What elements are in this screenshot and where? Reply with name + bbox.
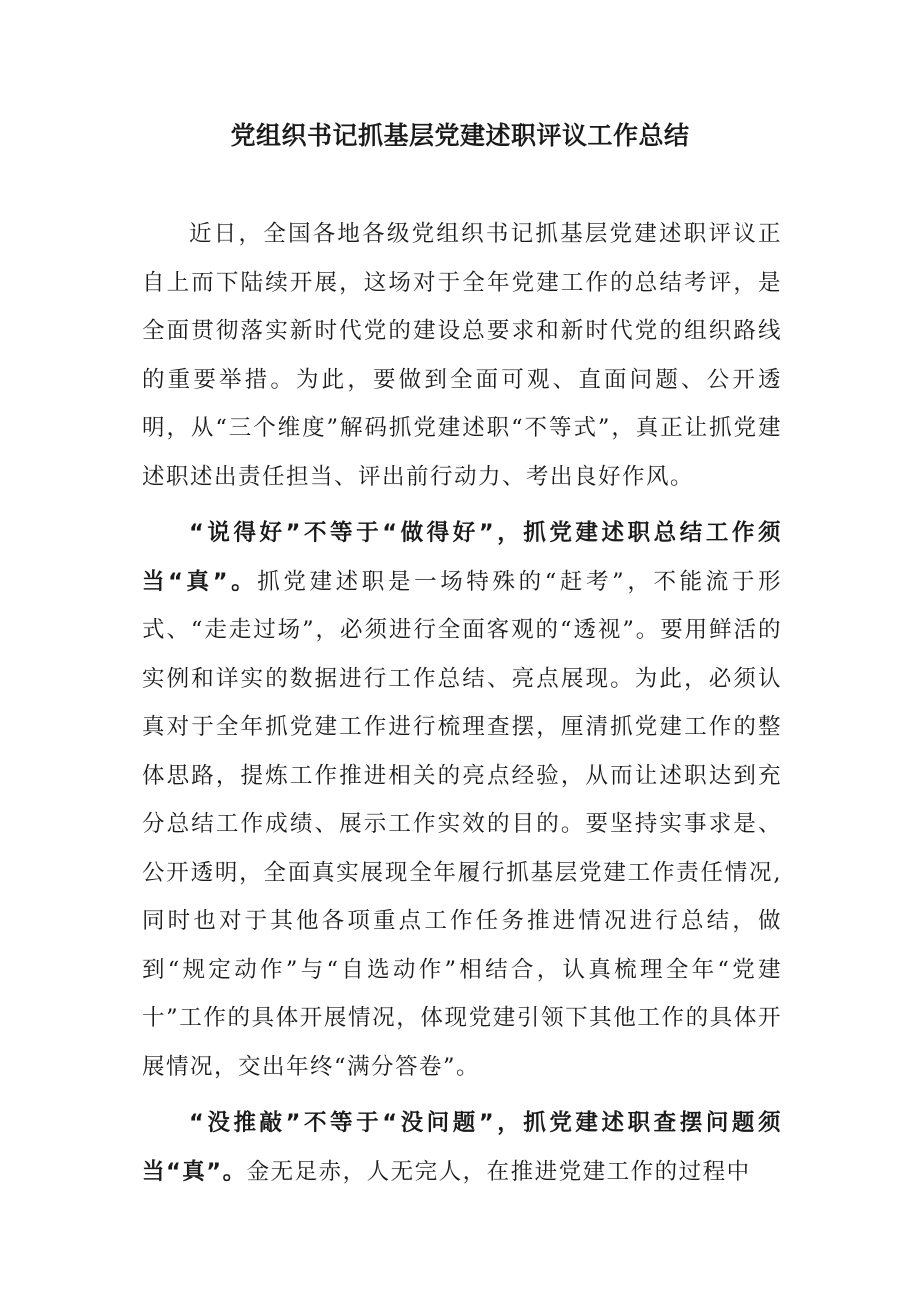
paragraph-text: 抓党建述职是一场特殊的“赶考”，不能流于形式、“走走过场”，必须进行全面客观的“透视”。要用鲜活的实例和详实的数据进行工作总结、亮点展现。为此，必须认真对于全年抓党建工作进行梳理查摆，厘清抓党建工作的整体思路，提炼工作推进相关的亮点经验，从而让述职达到充分总结工作成绩、展示工作实效的目的。要坚持实事求是、公开透明，全面真实展现全年履行抓基层党建工作责任情况,同时也对于其他各项重点工作任务推进情况进行总结，做到“规定动作”与“自选动作”相结合，认真梳理全年“党建十”工作的具体开展情况，体现党建引领下其他工作的具体开展情况，交出年终“满分答卷”。	[142, 568, 782, 1080]
paragraph-text: 近日，全国各地各级党组织书记抓基层党建述职评议正自上而下陆续开展，这场对于全年党建工作的总结考评，是全面贯彻落实新时代党的建设总要求和新时代党的组织路线的重要举措。为此，要做到全面可观、直面问题、公开透明，从“三个维度”解码抓党建述职“不等式”，真正让抓党建述职述出责任担当、评出前行动力、考出良好作风。	[142, 221, 782, 490]
paragraph-check-problems	[142, 1099, 782, 1196]
paragraph-lead: “说得好”不等于“做得好”，抓党建述职总结工作须当“真”。	[142, 520, 782, 595]
document-title: 党组织书记抓基层党建述职评议工作总结	[230, 121, 690, 150]
paragraph-intro	[142, 210, 782, 501]
document-body	[142, 210, 782, 1196]
paragraph-summary-work	[142, 509, 782, 1091]
paragraph-text: 金无足赤，人无完人，在推进党建工作的过程中	[246, 1158, 751, 1185]
paragraph-lead: “没推敲”不等于“没问题”，抓党建述职查摆问题须当“真”。	[142, 1110, 782, 1185]
